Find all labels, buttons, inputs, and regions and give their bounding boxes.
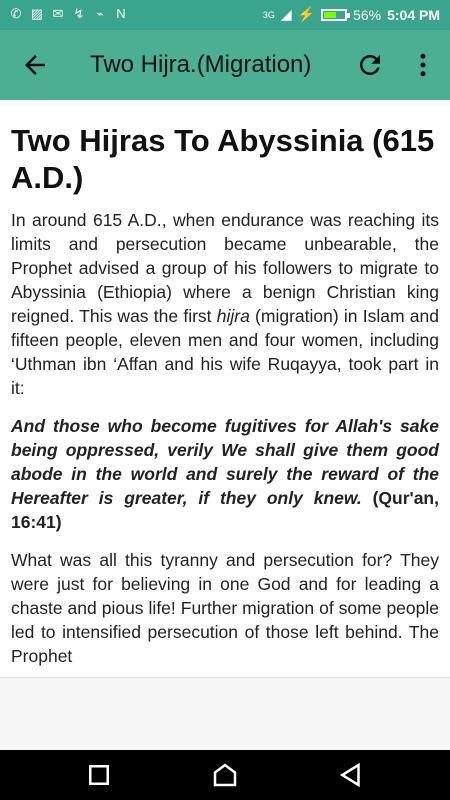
battery-icon bbox=[321, 9, 347, 21]
navigation-bar bbox=[0, 750, 450, 800]
clock: 5:04 PM bbox=[387, 6, 440, 23]
article-paragraph-2: What was all this tyranny and persecution for? They were just for believing in one God and for leading a chaste and pious life! Further migration of some people led to intensified persecution of those left behind. The Prophet bbox=[11, 550, 439, 666]
network-label: 3G bbox=[262, 9, 275, 20]
paragraph-text: In around 615 A.D., when endurance was reaching its limits and persecution became unbearable, the Prophet advised a group of his followers to migrate to Abyssinia (Ethiopia) where a benign Christian king reigned. This was the first bbox=[11, 210, 439, 326]
home-icon[interactable] bbox=[210, 760, 240, 790]
hijra-term: hijra bbox=[216, 306, 250, 326]
refresh-icon[interactable] bbox=[355, 50, 385, 80]
article-paragraph bbox=[11, 208, 439, 400]
whatsapp-icon: ✆ bbox=[10, 6, 22, 21]
more-options-icon[interactable] bbox=[408, 50, 438, 80]
usb-icon: ⌁ bbox=[96, 6, 104, 21]
back-arrow-icon[interactable] bbox=[20, 50, 50, 80]
article-heading: Two Hijras To Abyssinia (615 A.D.) bbox=[11, 123, 435, 195]
status-bar bbox=[0, 0, 450, 30]
page-title: Two Hijra.(Migration) bbox=[90, 51, 312, 78]
quote-reference: (Qur'an, 16:41) bbox=[11, 488, 439, 532]
quote-text: And those who become fugitives for Allah's sake being oppressed, verily We shall give them good abode in the world and surely the reward of the Hereafter is greater, if they only knew. bbox=[11, 416, 439, 508]
battery-percent: 56% bbox=[353, 6, 382, 23]
missed-call-icon: ↯ bbox=[73, 6, 85, 21]
article-view[interactable] bbox=[0, 100, 450, 677]
signal-icon: ◢ bbox=[280, 6, 292, 22]
quran-quote bbox=[11, 414, 439, 534]
bottom-panel bbox=[0, 677, 450, 751]
charging-icon: ⚡ bbox=[297, 6, 316, 22]
system-status bbox=[263, 6, 440, 23]
back-triangle-icon[interactable] bbox=[336, 760, 366, 790]
paragraph-text-cont: (migration) in Islam and fifteen people, eleven men and four women, including ‘Uthman ibn ‘Affan and his wife Ruqayya, took part in it: bbox=[11, 306, 439, 398]
n-icon: N bbox=[116, 6, 126, 21]
app-bar bbox=[0, 30, 450, 100]
image-icon: ▨ bbox=[30, 6, 44, 21]
notification-icons bbox=[8, 6, 129, 22]
message-icon: ✉ bbox=[52, 6, 64, 21]
recents-square-icon[interactable] bbox=[84, 760, 114, 790]
